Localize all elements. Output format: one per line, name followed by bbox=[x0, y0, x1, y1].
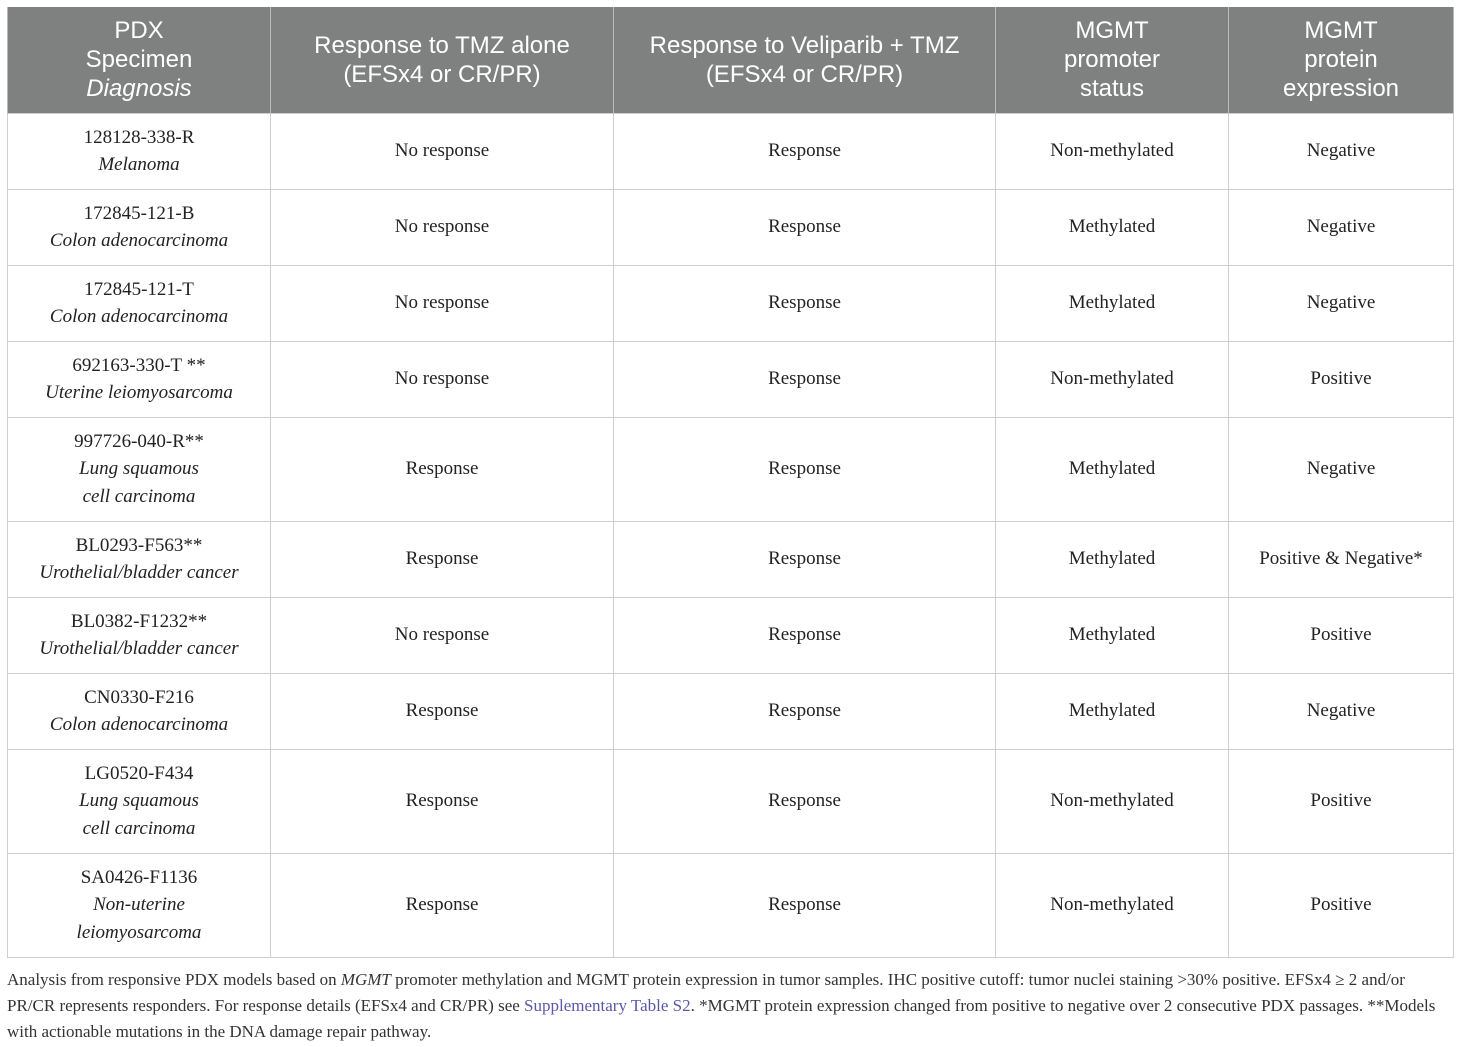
protein-expression-cell: Negative bbox=[1229, 417, 1454, 521]
table-caption: Analysis from responsive PDX models based on MGMT promoter methylation and MGMT protein expression in tumor samples. IHC positive cutoff: tumor nuclei staining >30% positive. EFSx4 ≥ 2 and/or PR/CR represents responders. For response details (EFSx4 and CR/PR) see Supplementary Table S2. *MGMT protein expression changed from positive to negative over 2 consecutive PDX passages. **Models with actionable mutations in the DNA damage repair pathway. bbox=[7, 970, 1436, 1041]
promoter-status-cell: Methylated bbox=[996, 265, 1229, 341]
tmz-response-cell: Response bbox=[271, 417, 614, 521]
gene-name: MGMT bbox=[340, 970, 391, 989]
table-container bbox=[7, 7, 1453, 958]
tmz-response-cell: Response bbox=[271, 749, 614, 853]
protein-expression-cell: Positive bbox=[1229, 853, 1454, 957]
promoter-status-cell: Non-methylated bbox=[996, 113, 1229, 189]
veliparib-tmz-response-cell: Response bbox=[614, 853, 996, 957]
protein-expression-cell: Negative bbox=[1229, 113, 1454, 189]
protein-expression-cell: Positive bbox=[1229, 341, 1454, 417]
veliparib-tmz-response-cell: Response bbox=[614, 597, 996, 673]
promoter-status-cell: Methylated bbox=[996, 597, 1229, 673]
specimen-cell: 172845-121-B Colon adenocarcinoma bbox=[8, 189, 271, 265]
table-row bbox=[8, 189, 1454, 265]
table-row bbox=[8, 417, 1454, 521]
veliparib-tmz-response-cell: Response bbox=[614, 265, 996, 341]
specimen-cell: LG0520-F434 Lung squamous cell carcinoma bbox=[8, 749, 271, 853]
tmz-response-cell: No response bbox=[271, 265, 614, 341]
specimen-cell: 997726-040-R** Lung squamous cell carcinoma bbox=[8, 417, 271, 521]
supplementary-table-link[interactable]: Supplementary Table S2 bbox=[524, 996, 691, 1015]
specimen-cell: 692163-330-T ** Uterine leiomyosarcoma bbox=[8, 341, 271, 417]
table-row bbox=[8, 597, 1454, 673]
promoter-status-cell: Methylated bbox=[996, 417, 1229, 521]
table-row bbox=[8, 749, 1454, 853]
tmz-response-cell: Response bbox=[271, 521, 614, 597]
protein-expression-cell: Positive & Negative* bbox=[1229, 521, 1454, 597]
protein-expression-cell: Negative bbox=[1229, 189, 1454, 265]
promoter-status-cell: Non-methylated bbox=[996, 853, 1229, 957]
veliparib-tmz-response-cell: Response bbox=[614, 113, 996, 189]
header-response-veliparib-tmz: Response to Veliparib + TMZ (EFSx4 or CR/PR) bbox=[614, 7, 996, 113]
protein-expression-cell: Negative bbox=[1229, 265, 1454, 341]
specimen-cell: 172845-121-T Colon adenocarcinoma bbox=[8, 265, 271, 341]
specimen-cell: BL0382-F1232** Urothelial/bladder cancer bbox=[8, 597, 271, 673]
protein-expression-cell: Positive bbox=[1229, 597, 1454, 673]
header-mgmt-protein: MGMT protein expression bbox=[1229, 7, 1454, 113]
promoter-status-cell: Methylated bbox=[996, 521, 1229, 597]
specimen-cell: SA0426-F1136 Non-uterine leiomyosarcoma bbox=[8, 853, 271, 957]
table-row bbox=[8, 113, 1454, 189]
specimen-cell: 128128-338-R Melanoma bbox=[8, 113, 271, 189]
veliparib-tmz-response-cell: Response bbox=[614, 749, 996, 853]
table-row bbox=[8, 853, 1454, 957]
specimen-cell: BL0293-F563** Urothelial/bladder cancer bbox=[8, 521, 271, 597]
protein-expression-cell: Negative bbox=[1229, 673, 1454, 749]
table-header-row bbox=[8, 7, 1454, 113]
veliparib-tmz-response-cell: Response bbox=[614, 341, 996, 417]
header-mgmt-promoter: MGMT promoter status bbox=[996, 7, 1229, 113]
promoter-status-cell: Non-methylated bbox=[996, 749, 1229, 853]
table-row bbox=[8, 521, 1454, 597]
veliparib-tmz-response-cell: Response bbox=[614, 673, 996, 749]
tmz-response-cell: Response bbox=[271, 853, 614, 957]
veliparib-tmz-response-cell: Response bbox=[614, 417, 996, 521]
veliparib-tmz-response-cell: Response bbox=[614, 521, 996, 597]
tmz-response-cell: No response bbox=[271, 113, 614, 189]
tmz-response-cell: No response bbox=[271, 341, 614, 417]
promoter-status-cell: Methylated bbox=[996, 673, 1229, 749]
table-row bbox=[8, 265, 1454, 341]
promoter-status-cell: Non-methylated bbox=[996, 341, 1229, 417]
tmz-response-cell: Response bbox=[271, 673, 614, 749]
header-response-tmz: Response to TMZ alone (EFSx4 or CR/PR) bbox=[271, 7, 614, 113]
veliparib-tmz-response-cell: Response bbox=[614, 189, 996, 265]
tmz-response-cell: No response bbox=[271, 597, 614, 673]
table-row bbox=[8, 673, 1454, 749]
tmz-response-cell: No response bbox=[271, 189, 614, 265]
header-pdx-specimen: PDX Specimen Diagnosis bbox=[8, 7, 271, 113]
promoter-status-cell: Methylated bbox=[996, 189, 1229, 265]
protein-expression-cell: Positive bbox=[1229, 749, 1454, 853]
results-table bbox=[7, 7, 1454, 958]
specimen-cell: CN0330-F216 Colon adenocarcinoma bbox=[8, 673, 271, 749]
table-row bbox=[8, 341, 1454, 417]
